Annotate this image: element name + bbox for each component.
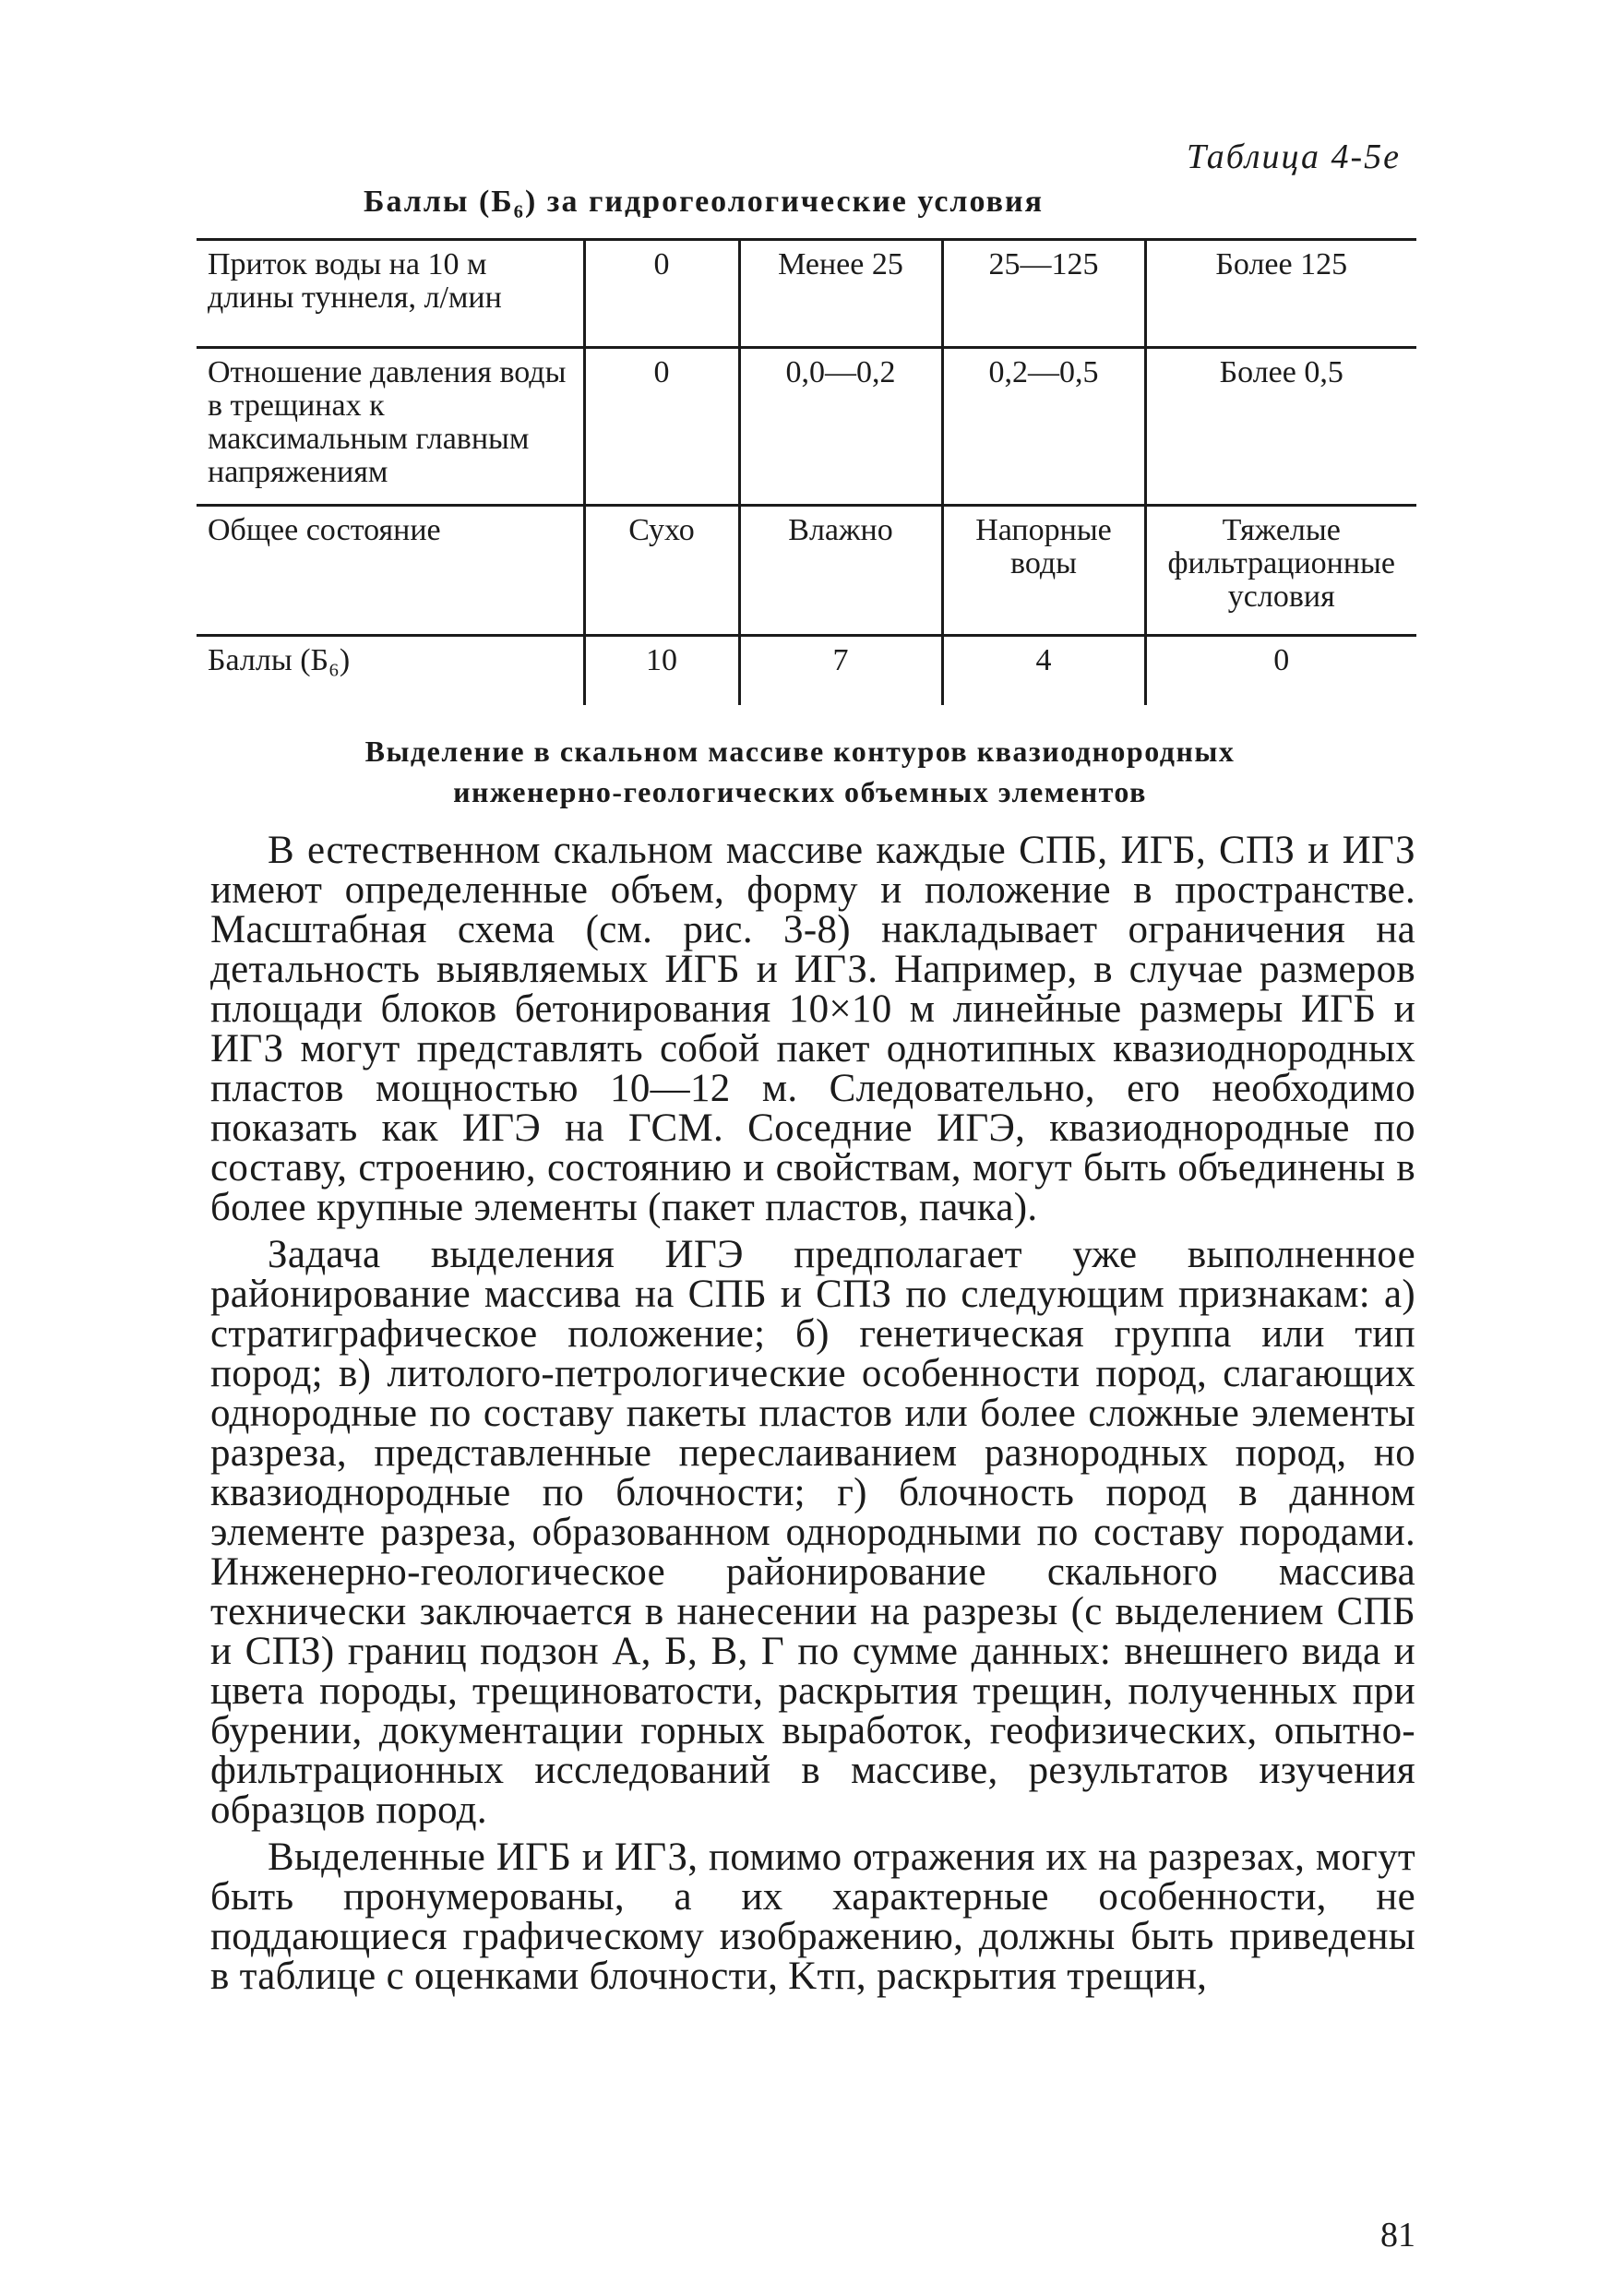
table-row xyxy=(197,636,1416,706)
table-cell: 7 xyxy=(739,636,942,706)
paragraph: Задача выделения ИГЭ предполагает уже выполненное районирование массива на СПБ и СПЗ по следующим признакам: а) стратиграфическое положение; б) генетическая группа или тип пород; в) литолого-петрологические особенности пород, слагающих однородные по составу пакеты пластов или более сложные элементы разреза, представленные переслаиванием разнородных пород, но квазиоднородные по блочности; г) блочность пород в данном элементе разреза, образованном однородными по составу породами. Инженерно-геологическое районирование скального массива технически заключается в нанесении на разрезы (с выделением СПБ и СПЗ) границ подзон А, Б, В, Г по сумме данных: внешнего вида и цвета породы, трещиноватости, раскрытия трещин, полученных при бурении, документации горных выработок, геофизических, опытно-фильтрационных исследований в массиве, результатов изучения образцов пород. xyxy=(210,1233,1415,1832)
hydrogeology-scores-table xyxy=(197,238,1416,705)
table-number-label: Таблица 4-5е xyxy=(1187,138,1401,176)
row-label-general-state: Общее состояние xyxy=(208,513,441,547)
table-cell: Тяжелые фильтрационные условия xyxy=(1145,506,1416,636)
table-row xyxy=(197,240,1416,348)
table-cell: 0 xyxy=(1145,636,1416,706)
section-heading xyxy=(0,731,1600,812)
table-cell: Сухо xyxy=(584,506,739,636)
table-cell: Менее 25 xyxy=(739,240,942,348)
table-cell: Напорные воды xyxy=(942,506,1145,636)
table-cell: 0,0—0,2 xyxy=(739,348,942,506)
paragraph: В естественном скальном массиве каждые СПБ, ИГБ, СПЗ и ИГЗ имеют определенные объем, форму и положение в пространстве. Масштабная схема (см. рис. 3-8) накладывает ограничения на детальность выявляемых ИГБ и ИГЗ. Например, в случае размеров площади блоков бетонирования 10×10 м линейные размеры ИГБ и ИГЗ могут представлять собой пакет однотипных квазиоднородных пластов мощностью 10—12 м. Следовательно, его необходимо показать как ИГЭ на ГСМ. Соседние ИГЭ, квазиоднородные по составу, строению, состоянию и свойствам, могут быть объединены в более крупные элементы (пакет пластов, пачка). xyxy=(210,829,1415,1229)
table-row xyxy=(197,506,1416,636)
table-row xyxy=(197,348,1416,506)
row-label-water-inflow: Приток воды на 10 м длины туннеля, л/мин xyxy=(208,247,502,315)
row-label-scores: Баллы (Б₆) xyxy=(208,643,351,677)
section-heading-line: Выделение в скальном массиве контуров квазиоднородных xyxy=(364,735,1236,768)
table-cell: Более 125 xyxy=(1145,240,1416,348)
page-number: 81 xyxy=(1380,2216,1415,2254)
table-cell: 25—125 xyxy=(942,240,1145,348)
table-cell: 0 xyxy=(584,240,739,348)
table-title: Баллы (Б₆) за гидрогеологические условия xyxy=(364,185,1044,219)
table-cell: Влажно xyxy=(739,506,942,636)
table-cell: 4 xyxy=(942,636,1145,706)
table-cell: 0 xyxy=(584,348,739,506)
body-text xyxy=(210,831,1415,2003)
table-cell: Более 0,5 xyxy=(1145,348,1416,506)
paragraph: Выделенные ИГБ и ИГЗ, помимо отражения их на разрезах, могут быть пронумерованы, а их характерные особенности, не поддающиеся графическому изображению, должны быть приведены в таблице с оценками блочности, Kтп, раскрытия трещин, xyxy=(210,1836,1415,1998)
row-label-pressure-ratio: Отношение давления воды в трещинах к максимальным главным напряжениям xyxy=(208,355,567,489)
section-heading-line: инженерно-геологических объемных элементов xyxy=(453,775,1147,808)
table-cell: 0,2—0,5 xyxy=(942,348,1145,506)
table-cell: 10 xyxy=(584,636,739,706)
